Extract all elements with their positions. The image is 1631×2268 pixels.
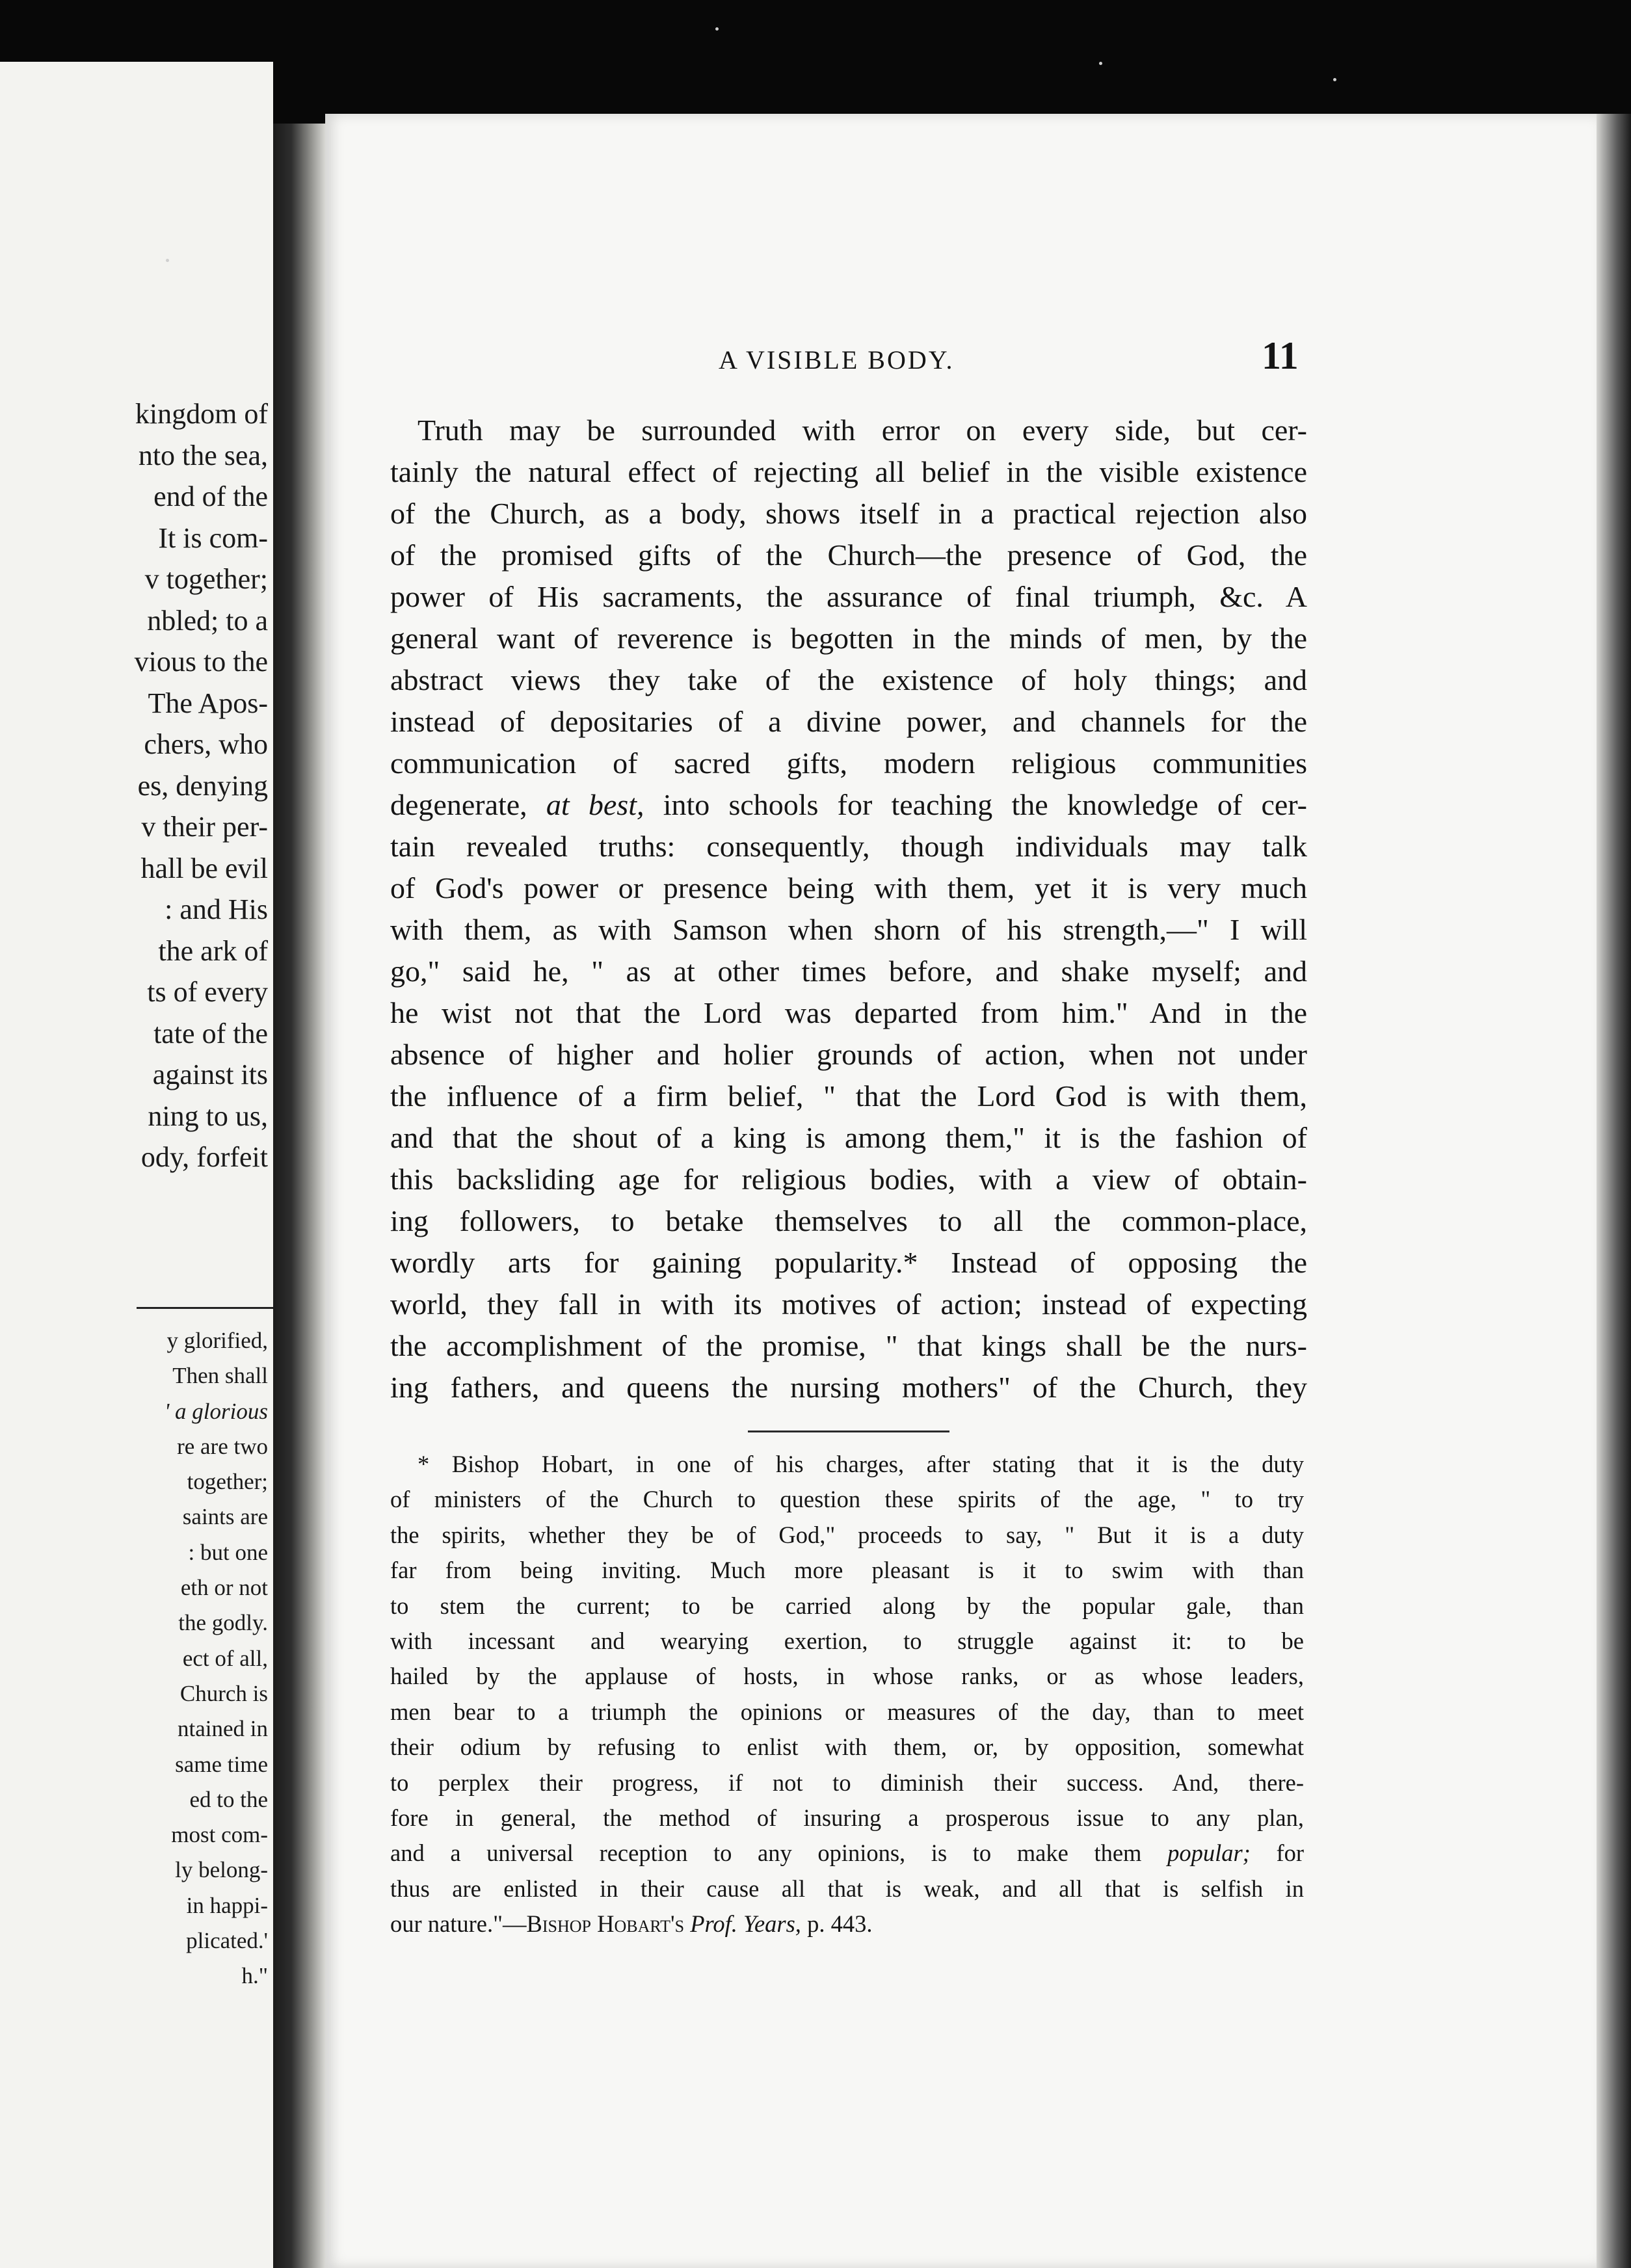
text-line: the ark of bbox=[158, 934, 268, 967]
text-line: hall be evil bbox=[140, 852, 268, 884]
footnote-line: of ministers of the Church to question these spirits of the age, " to try bbox=[390, 1486, 1304, 1513]
text-line: nbled; to a bbox=[147, 604, 268, 637]
body-line: the influence of a firm belief, " that the Lord God is with them, bbox=[390, 1079, 1307, 1113]
text-line: v together; bbox=[144, 563, 268, 595]
citation-title: Prof. Years, bbox=[690, 1910, 801, 1938]
footnote-line: their odium by refusing to enlist with them, or, by opposition, somewhat bbox=[390, 1734, 1304, 1761]
body-text bbox=[390, 410, 1307, 1408]
body-line: wordly arts for gaining popularity.* Instead of opposing the bbox=[390, 1246, 1307, 1279]
body-line: power of His sacraments, the assurance of final triumph, &c. A bbox=[390, 580, 1307, 613]
body-line: this backsliding age for religious bodies, with a view of obtain- bbox=[390, 1163, 1307, 1196]
body-line: Truth may be surrounded with error on every side, but cer- bbox=[418, 414, 1307, 447]
page-number: 11 bbox=[1262, 334, 1299, 377]
note-line: ' a glorious bbox=[164, 1398, 268, 1424]
right-page-edge bbox=[1597, 114, 1631, 2268]
note-line: eth or not bbox=[180, 1575, 268, 1601]
body-line: with them, as with Samson when shorn of his strength,—" I will bbox=[390, 913, 1307, 946]
footnote-line: * Bishop Hobart, in one of his charges, after stating that it is the duty bbox=[418, 1451, 1304, 1477]
body-line: world, they fall in with its motives of action; instead of expecting bbox=[390, 1287, 1307, 1321]
footnote-text-span: our nature."— bbox=[390, 1910, 527, 1938]
note-line: Then shall bbox=[172, 1363, 268, 1389]
note-line: same time bbox=[175, 1751, 268, 1777]
footnote-line: men bear to a triumph the opinions or measures of the day, than to meet bbox=[390, 1698, 1304, 1725]
footnote-line: to perplex their progress, if not to diminish their success. And, there- bbox=[390, 1769, 1304, 1796]
note-line: in happi- bbox=[186, 1892, 268, 1918]
scan-speck bbox=[1333, 78, 1336, 81]
footnote-line: with incessant and wearying exertion, to struggle against it: to be bbox=[390, 1627, 1304, 1654]
note-line: ect of all, bbox=[182, 1645, 268, 1671]
body-line: the accomplishment of the promise, " that kings shall be the nurs- bbox=[390, 1329, 1307, 1362]
text-line: against its bbox=[152, 1059, 268, 1090]
note-line: re are two bbox=[177, 1433, 268, 1459]
text-line: tate of the bbox=[153, 1017, 268, 1049]
body-line: and that the shout of a king is among them," it is the fashion of bbox=[390, 1121, 1307, 1154]
body-line: ing followers, to betake themselves to all the common-place, bbox=[390, 1204, 1307, 1237]
body-text-span: into schools for teaching the knowledge of cer- bbox=[663, 788, 1307, 821]
body-line bbox=[390, 784, 1307, 826]
body-line: abstract views they take of the existence of holy things; and bbox=[390, 663, 1307, 696]
body-line: communication of sacred gifts, modern religious communities bbox=[390, 746, 1307, 780]
body-line: of God's power or presence being with them, yet it is very much bbox=[390, 871, 1307, 904]
body-line: he wist not that the Lord was departed from him." And in the bbox=[390, 996, 1307, 1029]
spine-shadow bbox=[273, 124, 325, 2268]
note-line: most com- bbox=[171, 1822, 268, 1848]
body-line: general want of reverence is begotten in the minds of men, by the bbox=[390, 622, 1307, 655]
italic-phrase: popular; bbox=[1167, 1839, 1251, 1867]
text-line: ts of every bbox=[147, 976, 268, 1008]
footnote-text-span: for bbox=[1276, 1839, 1304, 1867]
text-line: chers, who bbox=[144, 728, 268, 760]
italic-phrase: at best, bbox=[546, 788, 644, 821]
body-line: go," said he, " as at other times before, and shake myself; and bbox=[390, 955, 1307, 988]
left-page-text bbox=[135, 393, 268, 1178]
text-line: ning to us, bbox=[148, 1100, 268, 1132]
text-line: The Apos- bbox=[148, 687, 268, 719]
note-line: Church is bbox=[179, 1680, 268, 1706]
text-line: It is com- bbox=[158, 521, 268, 554]
footnote-rule bbox=[748, 1431, 949, 1432]
citation-page: p. 443. bbox=[807, 1910, 873, 1938]
footnote-line: fore in general, the method of insuring a prosperous issue to any plan, bbox=[390, 1804, 1304, 1831]
footnote-line: hailed by the applause of hosts, in whose ranks, or as whose leaders, bbox=[390, 1663, 1304, 1690]
note-line: saints are bbox=[182, 1504, 268, 1530]
left-facing-page bbox=[0, 62, 273, 2268]
note-line: the godly. bbox=[178, 1610, 268, 1636]
note-line: ed to the bbox=[189, 1786, 268, 1812]
text-line: nto the sea, bbox=[138, 439, 268, 471]
body-text-span: degenerate, bbox=[390, 788, 527, 821]
scan-speck bbox=[166, 259, 169, 262]
scan-speck bbox=[1099, 62, 1102, 65]
footnote-line bbox=[390, 1906, 1304, 1942]
body-line: of the Church, as a body, shows itself in a practical rejection also bbox=[390, 497, 1307, 530]
text-line: : and His bbox=[165, 893, 268, 925]
note-line: plicated.' bbox=[186, 1928, 268, 1954]
note-line: h." bbox=[241, 1963, 268, 1989]
scan-speck bbox=[715, 27, 719, 31]
text-line: kingdom of bbox=[135, 398, 268, 430]
footnote-line: to stem the current; to be carried along by the popular gale, than bbox=[390, 1592, 1304, 1619]
text-line: end of the bbox=[153, 481, 268, 512]
note-line: ly belong- bbox=[175, 1857, 268, 1883]
running-head: A VISIBLE BODY. bbox=[719, 345, 955, 375]
left-page-footnote bbox=[165, 1323, 268, 1994]
footnote bbox=[390, 1447, 1304, 1942]
text-line: es, denying bbox=[137, 769, 268, 802]
note-line: : but one bbox=[188, 1539, 268, 1565]
text-line: v their per- bbox=[141, 811, 268, 843]
body-line: of the promised gifts of the Church—the presence of God, the bbox=[390, 538, 1307, 572]
footnote-line: far from being inviting. Much more pleasant is it to swim with than bbox=[390, 1557, 1304, 1584]
body-line: instead of depositaries of a divine power, and channels for the bbox=[390, 705, 1307, 738]
body-line: ing fathers, and queens the nursing mothers" of the Church, they bbox=[390, 1371, 1307, 1404]
body-line: absence of higher and holier grounds of action, when not under bbox=[390, 1038, 1307, 1071]
footnote-line bbox=[390, 1836, 1304, 1871]
body-line: tainly the natural effect of rejecting all belief in the visible existence bbox=[390, 455, 1307, 488]
text-line: vious to the bbox=[134, 646, 268, 678]
text-line: ody, forfeit bbox=[140, 1141, 268, 1173]
note-line: y glorified, bbox=[166, 1328, 268, 1353]
footnote-line: the spirits, whether they be of God," proceeds to say, " But it is a duty bbox=[390, 1521, 1304, 1548]
note-line: together; bbox=[187, 1469, 268, 1495]
citation-author: Bishop Hobart's bbox=[526, 1910, 685, 1938]
left-footnote-rule bbox=[137, 1307, 273, 1309]
note-line: ntained in bbox=[178, 1716, 268, 1742]
footnote-line: thus are enlisted in their cause all that is weak, and all that is selfish in bbox=[390, 1875, 1304, 1902]
footnote-text-span: and a universal reception to any opinions, is to make them bbox=[390, 1839, 1142, 1867]
body-line: tain revealed truths: consequently, though individuals may talk bbox=[390, 830, 1307, 863]
